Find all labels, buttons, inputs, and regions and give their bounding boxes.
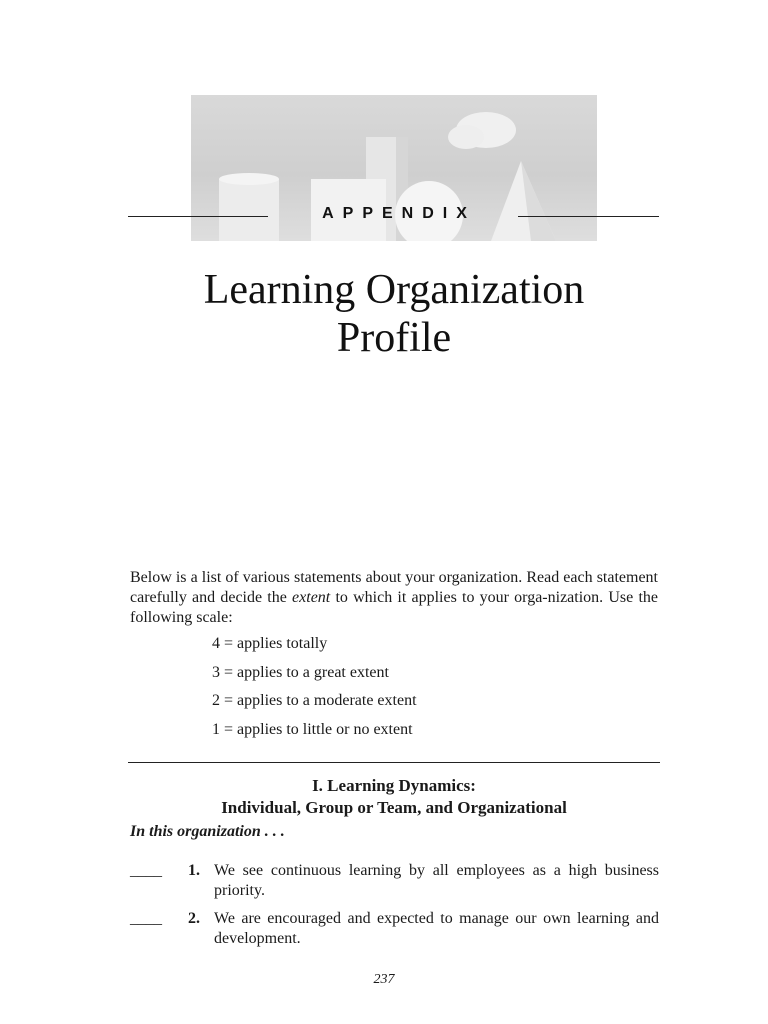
section-title-line-2: Individual, Group or Team, and Organizational — [221, 798, 567, 817]
page-number: 237 — [373, 972, 395, 987]
scale-item: 4 = applies totally — [212, 635, 328, 652]
scale-item: 3 = applies to a great extent — [212, 663, 389, 681]
section-title-line-1: I. Learning Dynamics: — [312, 776, 476, 795]
scale-item: 2 = applies to a moderate extent — [212, 692, 417, 709]
answer-blank: ____ — [130, 910, 162, 927]
rating-scale — [212, 634, 417, 748]
title-line-1: Learning Organization — [203, 267, 585, 313]
section-title — [128, 775, 660, 819]
header-rule-right — [518, 216, 659, 217]
statement-list — [130, 861, 659, 957]
statement-item — [130, 861, 659, 901]
intro-text-end: to which it applies to your orga-nization. Use the following scale: — [130, 589, 659, 626]
header-rule-left — [128, 216, 268, 217]
statement-number: 2. — [188, 910, 200, 927]
section-divider — [128, 762, 660, 763]
section-lead: In this organization . . . — [130, 823, 285, 840]
scale-item: 1 = applies to little or no extent — [212, 720, 413, 738]
answer-blank: ____ — [130, 862, 162, 879]
intro-text-start: Below is a list of various statements about your organization. Read each statement carefully and decide the — [130, 569, 658, 606]
statement-number: 1. — [188, 862, 200, 879]
intro-emphasis: extent — [292, 589, 331, 606]
statement-item — [130, 909, 659, 949]
intro-paragraph — [130, 568, 658, 628]
title-line-2: Profile — [336, 315, 452, 361]
page-title — [100, 266, 688, 362]
statement-text: We are encouraged and expected to manage our own learning and development. — [214, 910, 659, 947]
appendix-label: APPENDIX — [322, 205, 476, 222]
statement-text: We see continuous learning by all employees as a high business priority. — [214, 862, 659, 899]
